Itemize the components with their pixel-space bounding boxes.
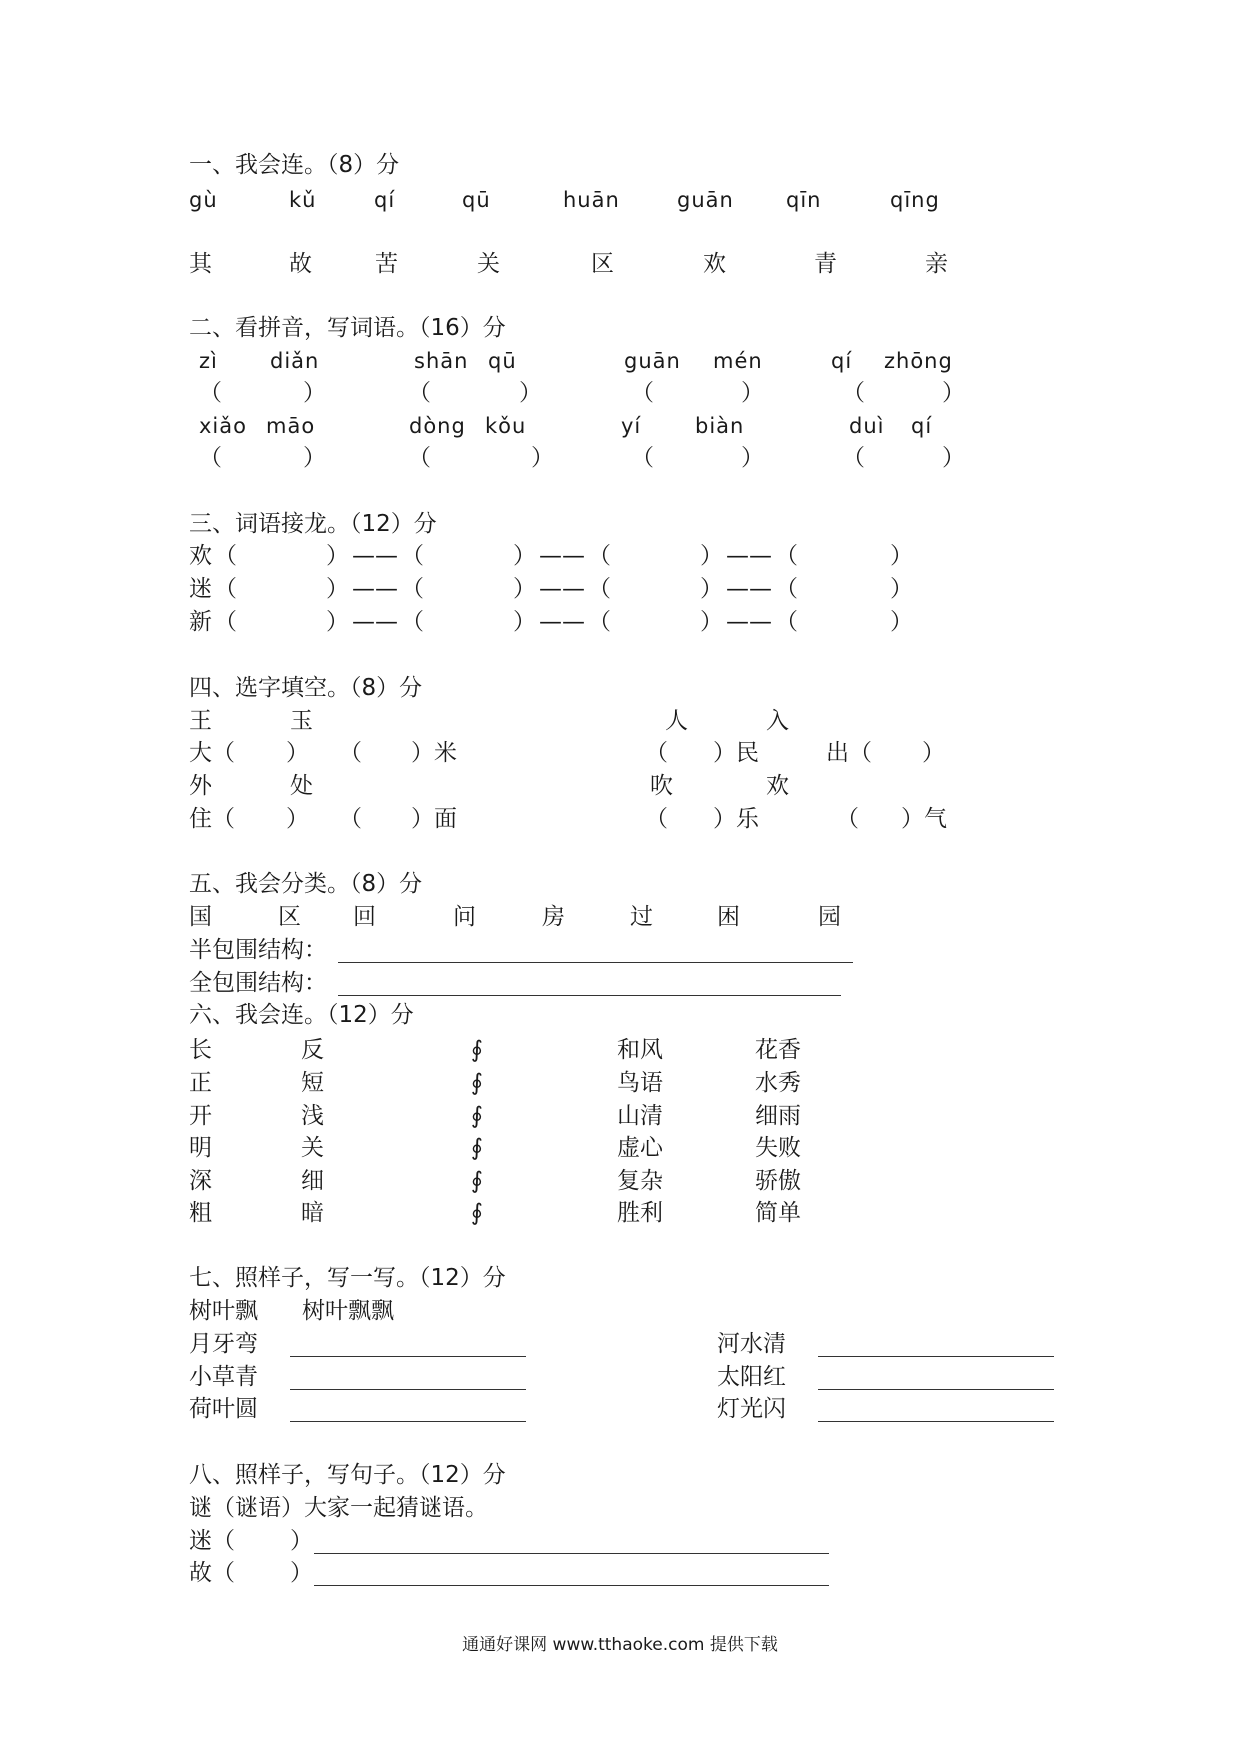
answer-paren-open[interactable]: （ — [408, 445, 431, 471]
chain-paren-close[interactable]: ） — [890, 543, 913, 569]
prompt-word: 月牙弯 — [189, 1331, 258, 1357]
pinyin-2: kǔ — [289, 188, 317, 212]
example-answer: 树叶飘飘 — [302, 1298, 394, 1324]
section-4-title: 四、选字填空。（8）分 — [189, 675, 423, 701]
answer-line[interactable] — [818, 1356, 1054, 1357]
pinyin-bian: biàn — [695, 414, 745, 438]
match-left-char: 正 — [189, 1070, 212, 1096]
match-word: 胜利 — [617, 1200, 663, 1226]
chain-paren-open[interactable]: （ — [588, 609, 611, 635]
chain-dash: —— — [352, 576, 398, 602]
section-5-title: 五、我会分类。（8）分 — [189, 871, 423, 897]
char-2: 故 — [289, 251, 312, 277]
chain-paren-open[interactable]: （ — [401, 609, 424, 635]
fill-item[interactable]: ）民 — [713, 740, 759, 766]
fill-item[interactable]: （ — [645, 806, 668, 832]
chain-dash: —— — [539, 543, 585, 569]
sentence-answer-line[interactable] — [314, 1553, 829, 1554]
fill-item[interactable]: ） — [922, 740, 945, 766]
match-word: 细雨 — [755, 1103, 801, 1129]
match-left-char: 长 — [189, 1037, 212, 1063]
chain-dash: —— — [539, 609, 585, 635]
char-3: 苦 — [375, 251, 398, 277]
contour-integral-icon: ∮ — [471, 1037, 483, 1063]
fill-item[interactable]: （ — [836, 806, 859, 832]
char-4: 关 — [477, 251, 500, 277]
pinyin-5: huān — [563, 188, 620, 212]
section-2-title: 二、看拼音，写词语。（16）分 — [189, 315, 506, 341]
example-word: 树叶飘 — [189, 1298, 258, 1324]
chain-paren-close[interactable]: ） — [513, 543, 536, 569]
contour-integral-icon: ∮ — [471, 1200, 483, 1226]
option-char-yu: 玉 — [290, 708, 313, 734]
match-word: 鸟语 — [617, 1070, 663, 1096]
contour-integral-icon: ∮ — [471, 1103, 483, 1129]
sentence-answer-line[interactable] — [314, 1585, 829, 1586]
match-word: 复杂 — [617, 1168, 663, 1194]
label-fully-enclosed: 全包围结构： — [189, 970, 327, 996]
pinyin-dui: duì — [849, 414, 885, 438]
match-word: 花香 — [755, 1037, 801, 1063]
pinyin-qi2: qí — [911, 414, 933, 438]
section-3-title: 三、词语接龙。（12）分 — [189, 511, 437, 537]
char-7: 青 — [814, 251, 837, 277]
pinyin-dian: diǎn — [270, 349, 320, 373]
answer-paren-close[interactable]: ） — [303, 445, 326, 471]
chain-paren-close[interactable]: ） — [700, 576, 723, 602]
chain-paren-open[interactable]: （ — [401, 543, 424, 569]
chain-paren-open[interactable]: （ — [214, 609, 237, 635]
pinyin-shan: shān — [414, 349, 469, 373]
example-sentence: 谜（谜语）大家一起猜谜语。 — [189, 1495, 488, 1521]
chain-paren-open[interactable]: （ — [214, 543, 237, 569]
chain-paren-open[interactable]: （ — [775, 609, 798, 635]
fill-item[interactable]: ）乐 — [713, 806, 759, 832]
fill-item[interactable]: ）米 — [411, 740, 457, 766]
answer-paren-open[interactable]: （ — [199, 445, 222, 471]
char-6: 欢 — [703, 251, 726, 277]
answer-line[interactable] — [290, 1356, 526, 1357]
pinyin-1: gù — [189, 188, 218, 212]
match-word: 水秀 — [755, 1070, 801, 1096]
chain-paren-open[interactable]: （ — [775, 576, 798, 602]
section-8-title: 八、照样子，写句子。（12）分 — [189, 1462, 506, 1488]
option-char-chui: 吹 — [650, 773, 673, 799]
section-7-title: 七、照样子，写一写。（12）分 — [189, 1265, 506, 1291]
answer-paren-close[interactable]: ） — [519, 380, 542, 406]
chain-paren-open[interactable]: （ — [214, 576, 237, 602]
pinyin-4: qū — [462, 188, 491, 212]
fill-item[interactable]: ） — [286, 740, 309, 766]
answer-paren-close[interactable]: ） — [741, 380, 764, 406]
fill-item[interactable]: 住（ — [189, 806, 235, 832]
contour-integral-icon: ∮ — [471, 1135, 483, 1161]
option-char-ru: 入 — [766, 708, 789, 734]
answer-paren-open[interactable]: （ — [408, 380, 431, 406]
pinyin-men: mén — [713, 349, 763, 373]
char-5: 区 — [591, 251, 614, 277]
answer-paren-close[interactable]: ） — [741, 445, 764, 471]
fill-item[interactable]: （ — [339, 806, 362, 832]
pinyin-zhong: zhōng — [884, 349, 953, 373]
fill-item[interactable]: （ — [339, 740, 362, 766]
classify-char: 园 — [818, 904, 841, 930]
fill-item[interactable]: ）面 — [411, 806, 457, 832]
prompt-word: 太阳红 — [717, 1364, 786, 1390]
section-1-title: 一、我会连。（8）分 — [189, 152, 400, 178]
chain-dash: —— — [352, 609, 398, 635]
pinyin-qi: qí — [831, 349, 853, 373]
section-6-title: 六、我会连。（12）分 — [189, 1002, 414, 1028]
chain-paren-open[interactable]: （ — [775, 543, 798, 569]
match-mid-char: 暗 — [301, 1200, 324, 1226]
label-semi-enclosed: 半包围结构： — [189, 937, 327, 963]
match-mid-char: 细 — [301, 1168, 324, 1194]
chain-dash: —— — [352, 543, 398, 569]
chain-paren-open[interactable]: （ — [401, 576, 424, 602]
classify-char: 回 — [353, 904, 376, 930]
chain-paren-close[interactable]: ） — [326, 609, 349, 635]
answer-line[interactable] — [818, 1421, 1054, 1422]
match-mid-char: 浅 — [301, 1103, 324, 1129]
sentence-prompt: 故（ — [189, 1560, 235, 1586]
option-char-wang: 王 — [189, 708, 212, 734]
chain-paren-close[interactable]: ） — [513, 609, 536, 635]
contour-integral-icon: ∮ — [471, 1070, 483, 1096]
prompt-word: 灯光闪 — [717, 1396, 786, 1422]
chain-paren-close[interactable]: ） — [890, 576, 913, 602]
pinyin-dong: dòng — [409, 414, 466, 438]
fill-item[interactable]: （ — [645, 740, 668, 766]
answer-line-semi[interactable] — [338, 962, 853, 963]
prompt-word: 小草青 — [189, 1364, 258, 1390]
chain-dash: —— — [539, 576, 585, 602]
match-word: 和风 — [617, 1037, 663, 1063]
answer-paren-open[interactable]: （ — [199, 380, 222, 406]
answer-paren-close[interactable]: ） — [942, 380, 965, 406]
match-mid-char: 关 — [301, 1135, 324, 1161]
pinyin-8: qīng — [890, 188, 940, 212]
classify-char: 问 — [453, 904, 476, 930]
answer-paren-open[interactable]: （ — [842, 380, 865, 406]
option-char-wai: 外 — [189, 773, 212, 799]
answer-line[interactable] — [290, 1421, 526, 1422]
match-left-char: 开 — [189, 1103, 212, 1129]
pinyin-kou: kǒu — [485, 414, 527, 438]
match-word: 失败 — [755, 1135, 801, 1161]
chain-paren-close[interactable]: ） — [326, 543, 349, 569]
sentence-prompt-close: ） — [290, 1528, 313, 1554]
footer-credit: 通通好课网 www.tthaoke.com 提供下载 — [462, 1635, 778, 1655]
chain-dash: —— — [726, 543, 772, 569]
option-char-ren: 人 — [665, 708, 688, 734]
chain-start-char: 欢 — [189, 543, 212, 569]
chain-dash: —— — [726, 576, 772, 602]
pinyin-7: qīn — [786, 188, 822, 212]
match-mid-char: 短 — [301, 1070, 324, 1096]
answer-line-full[interactable] — [338, 995, 841, 996]
classify-char: 困 — [717, 904, 740, 930]
prompt-word: 河水清 — [717, 1331, 786, 1357]
char-1: 其 — [189, 251, 212, 277]
char-8: 亲 — [925, 251, 948, 277]
answer-paren-open[interactable]: （ — [631, 445, 654, 471]
prompt-word: 荷叶圆 — [189, 1396, 258, 1422]
chain-paren-open[interactable]: （ — [588, 576, 611, 602]
pinyin-yi: yí — [621, 414, 642, 438]
option-char-huan: 欢 — [766, 773, 789, 799]
option-char-chu: 处 — [290, 773, 313, 799]
pinyin-qu: qū — [488, 349, 517, 373]
pinyin-3: qí — [374, 188, 396, 212]
match-word: 山清 — [617, 1103, 663, 1129]
match-word: 虚心 — [617, 1135, 663, 1161]
match-left-char: 深 — [189, 1168, 212, 1194]
pinyin-6: guān — [677, 188, 734, 212]
match-left-char: 明 — [189, 1135, 212, 1161]
pinyin-zi: zì — [199, 349, 218, 373]
chain-paren-close[interactable]: ） — [326, 576, 349, 602]
chain-paren-close[interactable]: ） — [513, 576, 536, 602]
chain-start-char: 新 — [189, 609, 212, 635]
answer-line[interactable] — [290, 1389, 526, 1390]
pinyin-xiao: xiǎo — [199, 414, 247, 438]
sentence-prompt-close: ） — [290, 1560, 313, 1586]
chain-paren-close[interactable]: ） — [700, 609, 723, 635]
match-word: 骄傲 — [755, 1168, 801, 1194]
chain-start-char: 迷 — [189, 576, 212, 602]
contour-integral-icon: ∮ — [471, 1168, 483, 1194]
sentence-prompt: 迷（ — [189, 1528, 235, 1554]
chain-paren-open[interactable]: （ — [588, 543, 611, 569]
fill-item[interactable]: 出（ — [826, 740, 872, 766]
fill-item[interactable]: ） — [286, 806, 309, 832]
classify-char: 房 — [542, 904, 565, 930]
pinyin-mao: māo — [266, 414, 316, 438]
classify-char: 过 — [630, 904, 653, 930]
match-word: 简单 — [755, 1200, 801, 1226]
answer-line[interactable] — [818, 1389, 1054, 1390]
classify-char: 国 — [189, 904, 212, 930]
fill-item[interactable]: 大（ — [189, 740, 235, 766]
answer-paren-close[interactable]: ） — [942, 445, 965, 471]
chain-paren-close[interactable]: ） — [890, 609, 913, 635]
match-left-char: 粗 — [189, 1200, 212, 1226]
match-mid-char: 反 — [301, 1037, 324, 1063]
answer-paren-close[interactable]: ） — [531, 445, 554, 471]
fill-item[interactable]: ）气 — [901, 806, 947, 832]
chain-paren-close[interactable]: ） — [700, 543, 723, 569]
answer-paren-close[interactable]: ） — [303, 380, 326, 406]
classify-char: 区 — [278, 904, 301, 930]
chain-dash: —— — [726, 609, 772, 635]
answer-paren-open[interactable]: （ — [631, 380, 654, 406]
answer-paren-open[interactable]: （ — [842, 445, 865, 471]
pinyin-guan: guān — [624, 349, 681, 373]
